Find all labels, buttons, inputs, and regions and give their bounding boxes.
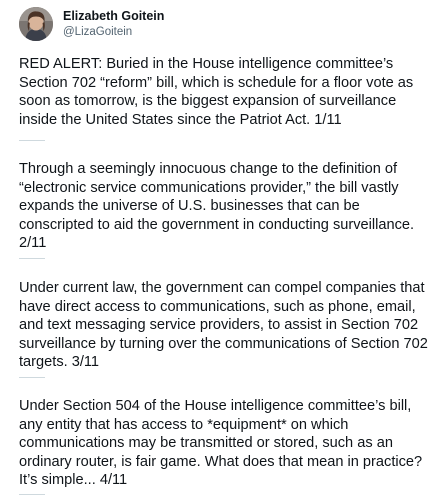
profile-photo-icon xyxy=(19,7,53,41)
thread-divider xyxy=(19,140,45,141)
tweet-text: Through a seemingly innocuous change to the definition of “electronic service communications provider,” the bill vastly expands the universe of U.S. businesses that can be conscripted to aid the government in conducting surveillance. 2/11 xyxy=(19,161,415,252)
tweet-author-header xyxy=(19,7,164,41)
tweet-text: Under Section 504 of the House intelligence committee’s bill, any entity that has access to *equipment* on which communications may be transmitted or stored, such as an ordinary router, is fair game. What does that mean in practice? It’s simple... 4/11 xyxy=(19,398,423,489)
avatar[interactable] xyxy=(19,7,53,41)
author-names xyxy=(63,9,164,39)
thread-divider xyxy=(19,258,45,259)
tweet-text: RED ALERT: Buried in the House intelligence committee’s Section 702 “reform” bill, which is schedule for a floor vote as soon as tomorrow, is the biggest expansion of surveillance inside the United States since the Patriot Act. 1/11 xyxy=(19,56,414,128)
author-display-name[interactable]: Elizabeth Goitein xyxy=(63,9,165,23)
author-handle[interactable]: @LizaGoitein xyxy=(63,25,133,38)
thread-divider xyxy=(19,494,45,495)
tweet-text: Under current law, the government can compel companies that have direct access to communications, such as phone, email, and text messaging service providers, to assist in Section 702 surveillance by turning over the communications of Section 702 targets. 3/11 xyxy=(19,280,428,371)
thread-divider xyxy=(19,377,45,378)
